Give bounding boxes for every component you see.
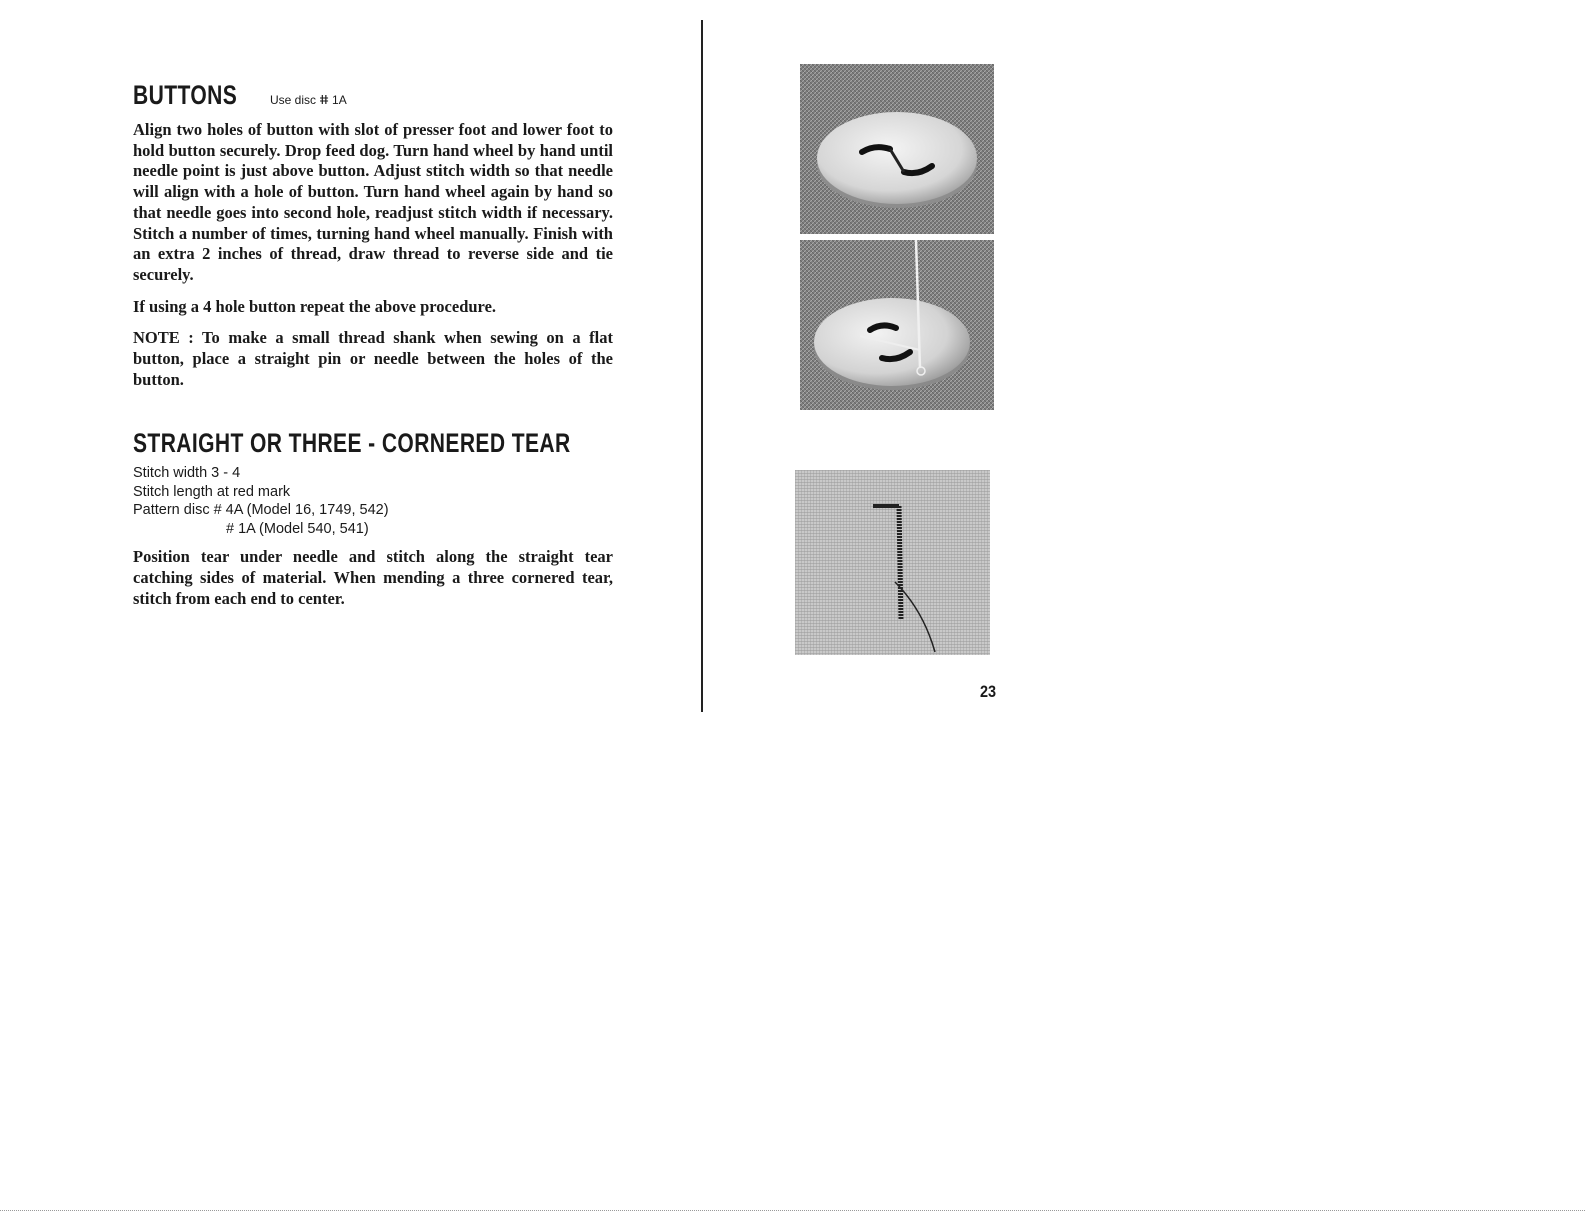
needle-button-photo [800,240,994,410]
stitch-width-setting: Stitch width 3 - 4 [133,465,241,482]
mended-tear-photo [795,470,990,655]
buttons-disc-note: Use disc ⵌ 1A [270,93,347,107]
stitch-length-setting: Stitch length at red mark [133,483,291,500]
page-divider [701,20,703,712]
tear-heading [133,428,613,464]
pattern-disc-setting: Pattern disc # 4A (Model 16, 1749, 542) [133,502,389,519]
bottom-edge-rule [0,1210,1585,1212]
thread-shank-note-paragraph: NOTE : To make a small thread shank when sewing on a flat button, place a straight pin or needle between the holes of the button. [133,328,613,389]
buttons-heading [133,80,613,116]
tear-title: STRAIGHT OR THREE - CORNERED TEAR [133,428,571,459]
four-hole-button-paragraph: If using a 4 hole button repeat the above procedure. [133,296,497,316]
button-photo-image [800,64,994,234]
buttons-instructions-paragraph: Align two holes of button with slot of presser foot and lower foot to hold button securely. Drop feed dog. Turn hand wheel by hand until needle point is just above button. Adjust stitch width so that needle will align with a hole of button. Turn hand wheel again by hand so that needle goes into second hole, readjust stitch width if necessary. Stitch a number of times, turning hand wheel manually. Finish with an extra 2 inches of thread, draw thread to reverse side and tie securely. [133,120,613,284]
pattern-disc-alt-setting: # 1A (Model 540, 541) [226,520,369,537]
needle-button-photo-image [800,240,994,410]
buttons-title: BUTTONS [133,80,238,110]
page-number: 23 [980,682,997,701]
button-photo [800,64,994,234]
left-column [133,80,613,621]
tear-settings-list [133,464,613,538]
tear-instructions-paragraph: Position tear under needle and stitch along the straight tear catching sides of material. When mending a three cornered tear, stitch from each end to center. [133,547,613,608]
mended-tear-photo-image [795,470,990,655]
